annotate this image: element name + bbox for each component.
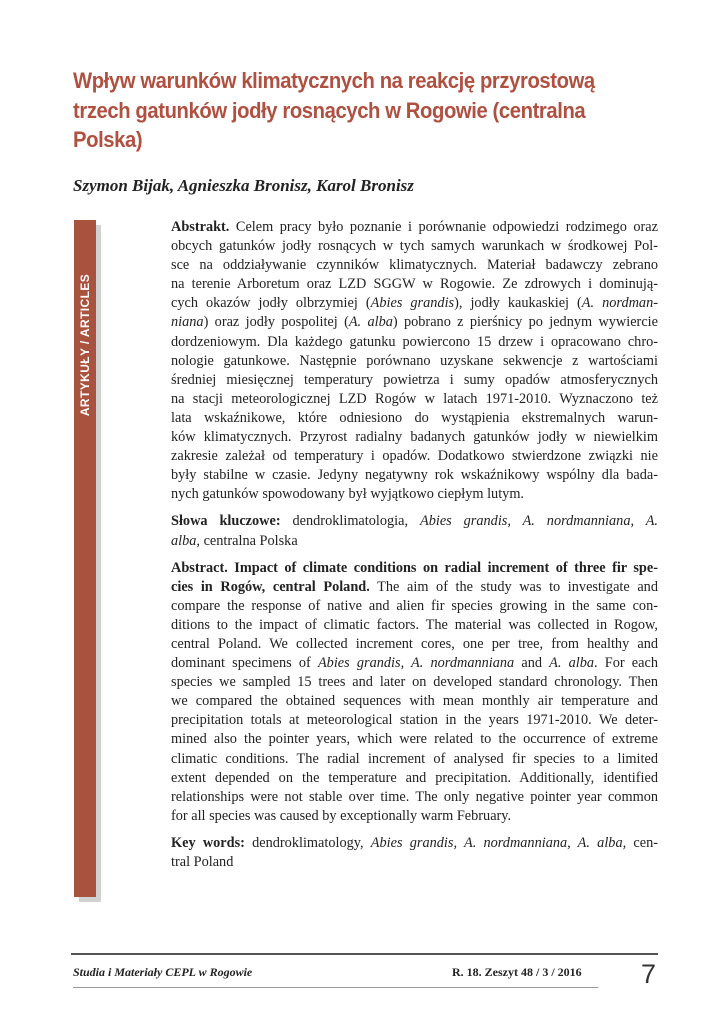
text-line: for all species was caused by exceptionally warm February. [171,807,512,824]
text-run: ) oraz jodły pospolitej ( [203,314,349,331]
article-title [73,66,595,155]
text-line: ków klimatycznych. Przyrost radialny badanych gatunków jodły w niewielkim [171,429,658,446]
text-line [171,218,658,237]
text-run: dendroklimatologia, [280,513,420,530]
text-line: climatic conditions. The radial increment of analysed fir species to a limited [171,750,658,767]
title-line: Wpływ warunków klimatycznych na reakcję przyrostową [73,68,595,93]
text-line [171,559,658,578]
keywords-en [171,834,658,872]
text-run: dominant specimens of [171,655,318,672]
authors: Szymon Bijak, Agnieszka Bronisz, Karol Bronisz [73,176,414,195]
text-line: średniej miesięcznej temperatury powietrza i sumy opadów atmosferycznych [171,371,658,388]
article-body [171,218,658,880]
text-line: zakresie zależał od temperatury i opadów. Dodatkowo stwierdzone związki nie [171,448,658,465]
footer-rule [71,953,658,955]
text-line: species we sampled 15 trees and later on developed standard chronology. Then [171,674,658,691]
text-line [171,512,658,531]
keywords-pl [171,512,658,550]
text-line [171,834,658,853]
text-line: central Poland. We collected increment cores, one per tree, from healthy and [171,635,658,652]
text-run: . For each [594,655,658,672]
text-line: na terenie Arboretum oraz LZD SGGW w Rogowie. Ze zdrowych i dominują- [171,276,658,293]
issue-info: R. 18. Zeszyt 48 / 3 / 2016 [452,965,582,979]
text-run: cen- [626,834,658,851]
text-run: ), jodły kaukaskiej ( [454,295,582,312]
text-line: relationships were not stable over time. The only negative pointer year common [171,788,658,805]
page-number: 7 [641,959,657,989]
species-name: A. alba [549,655,595,672]
text-line: na stacji meteorologicznej LZD Rogów w latach 1971-2010. Wyznaczono też [171,390,658,407]
abstract-en-lead: cies in Rogów, central Poland. [171,578,370,595]
text-line [171,313,658,332]
journal-name: Studia i Materiały CEPL w Rogowie [73,965,253,979]
abstract-en-lead: Abstract. Impact of climate conditions on radial increment of three fir spe- [171,559,658,576]
abstract-en [171,559,658,826]
text-run: centralna Polska [200,532,298,549]
text-run: cych okazów jodły olbrzymiej ( [171,295,371,312]
section-label: ARTYKUŁY / ARTICLES [78,273,92,417]
species-name: A. alba [348,314,393,331]
text-line: compare the response of native and alien fir species growing in the same con- [171,597,658,614]
text-run: dendroklimatology, [244,834,371,851]
text-line: nologie gatunkowe. Następnie porównano uzyskane sekwencje z wartościami [171,352,658,369]
text-run: Celem pracy było poznanie i porównanie odpowiedzi rodzimego oraz [229,219,658,235]
keywords-en-lead: Key words: [171,834,245,851]
text-line: we compared the obtained sequences with mean monthly air temperature and [171,693,658,710]
species-name: A. nordman- [581,295,658,312]
text-line: nych gatunków spowodowany był wyjątkowo ciepłym lutym. [171,486,525,503]
abstract-pl [171,218,658,504]
title-line: Polska) [73,127,143,152]
text-line: sce na oddziaływanie czynników klimatycznych. Materiał badawczy zebrano [171,257,658,274]
text-line: ditions to the impact of climatic factors. The material was collected in Rogow, [171,616,658,633]
text-line: dordzeniowym. Dla każdego gatunku powiercono 15 drzew i opracowano chro- [171,333,658,350]
species-name: niana [171,314,204,331]
text-line: extent depended on the temperature and precipitation. Additionally, identified [171,769,658,786]
text-line [171,654,658,673]
species-name: Abies grandis [370,295,455,312]
text-run: and [514,655,550,672]
abstract-pl-lead: Abstrakt. [171,219,230,235]
text-line: precipitation totals at meteorological station in the years 1971-2010. We deter- [171,712,658,729]
text-line: lata wskaźnikowe, które odniesiono do wystąpienia ekstremalnych warun- [171,409,658,426]
species-name: Abies grandis, A. nordmanniana, A. alba, [370,834,627,851]
species-name: Abies grandis, A. nordmanniana, A. [419,513,658,530]
text-line: tral Poland [171,854,234,870]
species-name: alba, [171,532,200,549]
text-run: The aim of the study was to investigate and [369,578,658,595]
text-line: mined also the pointer years, which were related to the occurrence of extreme [171,731,658,748]
text-line [171,532,658,551]
text-line [171,294,658,313]
title-line: trzech gatunków jodły rosnących w Rogowie (centralna [73,97,586,123]
footer-underline [73,987,598,988]
text-line: obcych gatunków jodły rosnących w tych samych warunkach w środkowej Pol- [171,238,658,255]
text-line: były stabilne w czasie. Jedyny negatywny rok wskaźnikowy wspólny dla bada- [171,467,658,484]
text-line [171,578,658,597]
keywords-pl-lead: Słowa kluczowe: [171,513,281,530]
species-name: Abies grandis, A. nordmanniana [317,655,515,672]
text-run: ) pobrano z pierśnicy po jednym wywiercie [392,314,658,331]
